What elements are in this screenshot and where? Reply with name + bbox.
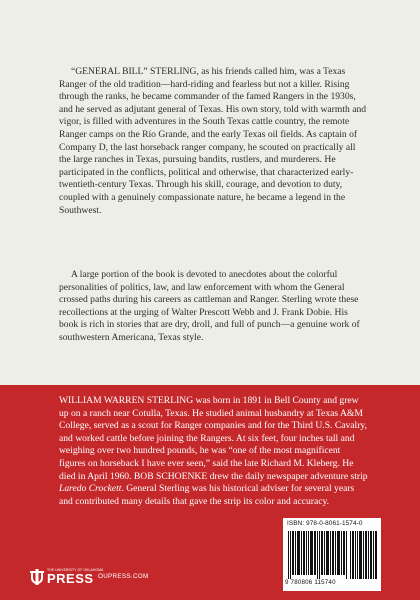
publisher-university-line: THE UNIVERSITY OF OKLAHOMA	[47, 568, 104, 572]
ou-monogram-icon	[30, 569, 44, 585]
isbn-label: ISBN: 978-0-8061-1574-0	[287, 520, 363, 527]
author-bio	[59, 395, 369, 508]
description-paragraph-2: A large portion of the book is devoted to anecdotes about the colorful personalities of politics, law, and law enforcement with whom the General crossed paths during his careers as cattleman and Ranger. Sterling wrote these recollections at the urging of Walter Prescott Webb and J. Frank Dobie. His book is rich in stories that are dry, droll, and full of punch—a genuine work of southwestern Americana, Texas style.	[59, 269, 360, 343]
barcode-addon-icon	[350, 531, 377, 579]
publisher-press-wordmark: PRESS	[47, 571, 94, 586]
barcode-icon	[288, 531, 347, 579]
barcode-digits: 9 780806 115740	[285, 579, 336, 586]
bio-strip-title: Laredo Crockett	[59, 483, 122, 495]
barcode-box	[283, 518, 381, 591]
bio-text-2: . General Sterling was his historical adviser for several years and contributed many details that gave the strip its color and accuracy.	[59, 483, 355, 507]
description-body: , as his friends called him, was a Texas Ranger of the old tradition—hard-riding and fearless but not a killer. Rising through the ranks, he became commander of the famed Rangers in the 1930s, and he served as adjutant general of Texas. His own story, told with warmth and vigor, is filled with adventures in the South Texas cattle country, the remote Ranger camps on the Río Grande, and the early Texas oil fields. As captain of Company D, the last horseback ranger company, he scouted on practically all the large ranches in Texas, pursuing bandits, rustlers, and murderers. He participated in the conflicts, political and otherwise, that characterized early-twentieth-century Texas. Through his skill, courage, and devotion to duty, coupled with a genuinely compassionate nature, he became a legend in the Southwest.	[59, 66, 367, 216]
bio-text-1: WILLIAM WARREN STERLING was born in 1891 in Bell County and grew up on a ranch near Cotulla, Texas. He studied animal husbandry at Texas A&M College, served as a scout for Ranger companies and for the Third U.S. Cavalry, and worked cattle before joining the Rangers. At six feet, four inches tall and weighing over two hundred pounds, he was “one of the most magnificent figures on horseback I have ever seen,” said the late Richard M. Kleberg. He died in April 1960. BOB SCHOENKE drew the daily newspaper adventure strip	[59, 395, 368, 482]
description-lead: “GENERAL BILL” STERLING	[71, 66, 197, 77]
publisher-website: OUPRESS.COM	[98, 573, 149, 580]
description-paragraph-1	[59, 66, 369, 217]
